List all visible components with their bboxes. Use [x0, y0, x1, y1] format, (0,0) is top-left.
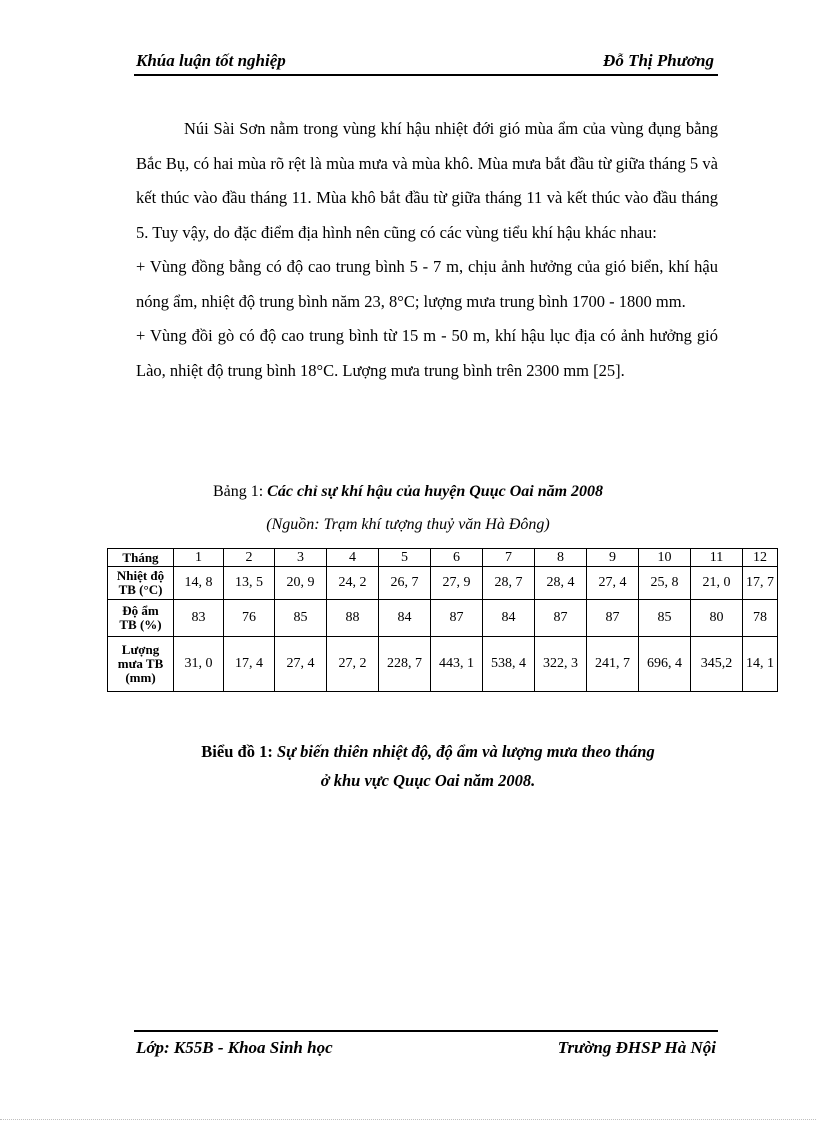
table-cell: 85: [275, 600, 327, 637]
table-cell: 24, 2: [327, 567, 379, 600]
table-cell: 14, 8: [174, 567, 224, 600]
table-header-row: [108, 549, 778, 567]
chart-caption-title: Sự biến thiên nhiệt độ, độ ẩm và lượng mưa theo tháng: [276, 742, 655, 761]
chart-caption-colon: :: [267, 742, 277, 761]
month-cell: 2: [224, 549, 275, 567]
table-source-open: (: [266, 516, 272, 533]
header-author-name: Đỗ Thị Phương: [603, 51, 714, 70]
page-edge-divider: [0, 1119, 816, 1120]
row-label-humidity: [108, 600, 174, 637]
table-cell: 88: [327, 600, 379, 637]
table-cell: 83: [174, 600, 224, 637]
month-cell: 3: [275, 549, 327, 567]
row-label-line: mưa TB: [117, 656, 164, 671]
table-cell: 20, 9: [275, 567, 327, 600]
table-cell: 87: [587, 600, 639, 637]
chart-caption-prefix: Biểu đồ 1: [201, 742, 268, 761]
row-label-line: (mm): [125, 670, 156, 685]
table-row-humidity: [108, 600, 778, 637]
page-footer: [134, 1030, 718, 1062]
table-cell: 228, 7: [379, 637, 431, 692]
paragraph-climate-intro: Núi Sài Sơn nằm trong vùng khí hậu nhiệt đới gió mùa ẩm của vùng đụng bằng Bắc Bụ, có hai mùa rõ rệt là mùa mưa và mùa khô. Mùa mưa bắt đầu từ giữa tháng 5 và kết thúc vào đầu tháng 11. Mùa khô bắt đầu từ giữa tháng 11 và kết thúc vào đầu tháng 5. Tuy vậy, do đặc điểm địa hình nên cũng có các vùng tiểu khí hậu khác nhau:: [136, 119, 718, 242]
row-label-line: TB (%): [119, 617, 162, 632]
month-cell: 9: [587, 549, 639, 567]
table-cell: 17, 4: [224, 637, 275, 692]
month-cell: 7: [483, 549, 535, 567]
table-caption: [0, 483, 816, 501]
table-cell: 84: [483, 600, 535, 637]
table-cell: 31, 0: [174, 637, 224, 692]
table-cell: 13, 5: [224, 567, 275, 600]
table-cell: 80: [691, 600, 743, 637]
row-label-temperature: [108, 567, 174, 600]
table-cell: 345,2: [691, 637, 743, 692]
table-cell: 241, 7: [587, 637, 639, 692]
climate-table: [107, 548, 778, 692]
table-cell: 538, 4: [483, 637, 535, 692]
table-cell: 87: [535, 600, 587, 637]
table-caption-prefix: Bảng 1:: [212, 483, 268, 500]
table-cell: 25, 8: [639, 567, 691, 600]
table-row-rainfall: [108, 637, 778, 692]
month-header-label: Tháng: [108, 549, 174, 567]
table-cell: 27, 2: [327, 637, 379, 692]
table-source: [0, 516, 816, 534]
table-cell: 27, 9: [431, 567, 483, 600]
footer-school-name: Trường ĐHSP Hà Nội: [557, 1038, 716, 1057]
month-cell: 10: [639, 549, 691, 567]
table-cell: 87: [431, 600, 483, 637]
month-cell: 5: [379, 549, 431, 567]
chart-caption-line1: [0, 737, 816, 766]
row-label-line: Lượng: [121, 642, 160, 657]
month-cell: 4: [327, 549, 379, 567]
row-label-line: TB (°C): [118, 582, 163, 597]
table-cell: 78: [743, 600, 778, 637]
table-row-temperature: [108, 567, 778, 600]
paragraph-hill-zone: + Vùng đồi gò có độ cao trung bình từ 15 m - 50 m, khí hậu lục địa có ảnh hưởng gió Lào, nhiệt độ trung bình 18°C. Lượng mưa trung bình trên 2300 mm [25].: [136, 326, 718, 380]
month-cell: 12: [743, 549, 778, 567]
table-cell: 443, 1: [431, 637, 483, 692]
row-label-line: Nhiệt độ: [116, 568, 165, 583]
table-source-close: ): [544, 516, 550, 533]
month-cell: 6: [431, 549, 483, 567]
row-label-line: Độ ẩm: [122, 603, 159, 618]
table-cell: 27, 4: [275, 637, 327, 692]
table-cell: 21, 0: [691, 567, 743, 600]
table-source-text: Nguồn: Trạm khí tượng thuỷ văn Hà Đông: [271, 516, 545, 533]
table-cell: 76: [224, 600, 275, 637]
table-cell: 26, 7: [379, 567, 431, 600]
body-text: [136, 112, 718, 388]
paragraph-plain-zone: + Vùng đồng bằng có độ cao trung bình 5 - 7 m, chịu ảnh hưởng của gió biển, khí hậu nóng ẩm, nhiệt độ trung bình năm 23, 8°C; lượng mưa trung bình 1700 - 1800 mm.: [136, 257, 718, 311]
table-cell: 17, 7: [743, 567, 778, 600]
table-cell: 84: [379, 600, 431, 637]
page-header: [134, 50, 718, 76]
table-cell: 85: [639, 600, 691, 637]
table-cell: 696, 4: [639, 637, 691, 692]
month-cell: 11: [691, 549, 743, 567]
chart-caption-line2: ở khu vực Quục Oai năm 2008.: [320, 771, 536, 790]
table-caption-title: Các chỉ sự khí hậu của huyện Quục Oai năm 2008: [267, 483, 604, 500]
table-cell: 322, 3: [535, 637, 587, 692]
header-thesis-label: Khúa luận tốt nghiệp: [136, 51, 286, 70]
month-cell: 8: [535, 549, 587, 567]
footer-class-label: Lớp: K55B - Khoa Sinh học: [136, 1038, 333, 1057]
table-cell: 14, 1: [743, 637, 778, 692]
table-cell: 28, 7: [483, 567, 535, 600]
table-cell: 28, 4: [535, 567, 587, 600]
row-label-rainfall: [108, 637, 174, 692]
table-cell: 27, 4: [587, 567, 639, 600]
month-cell: 1: [174, 549, 224, 567]
